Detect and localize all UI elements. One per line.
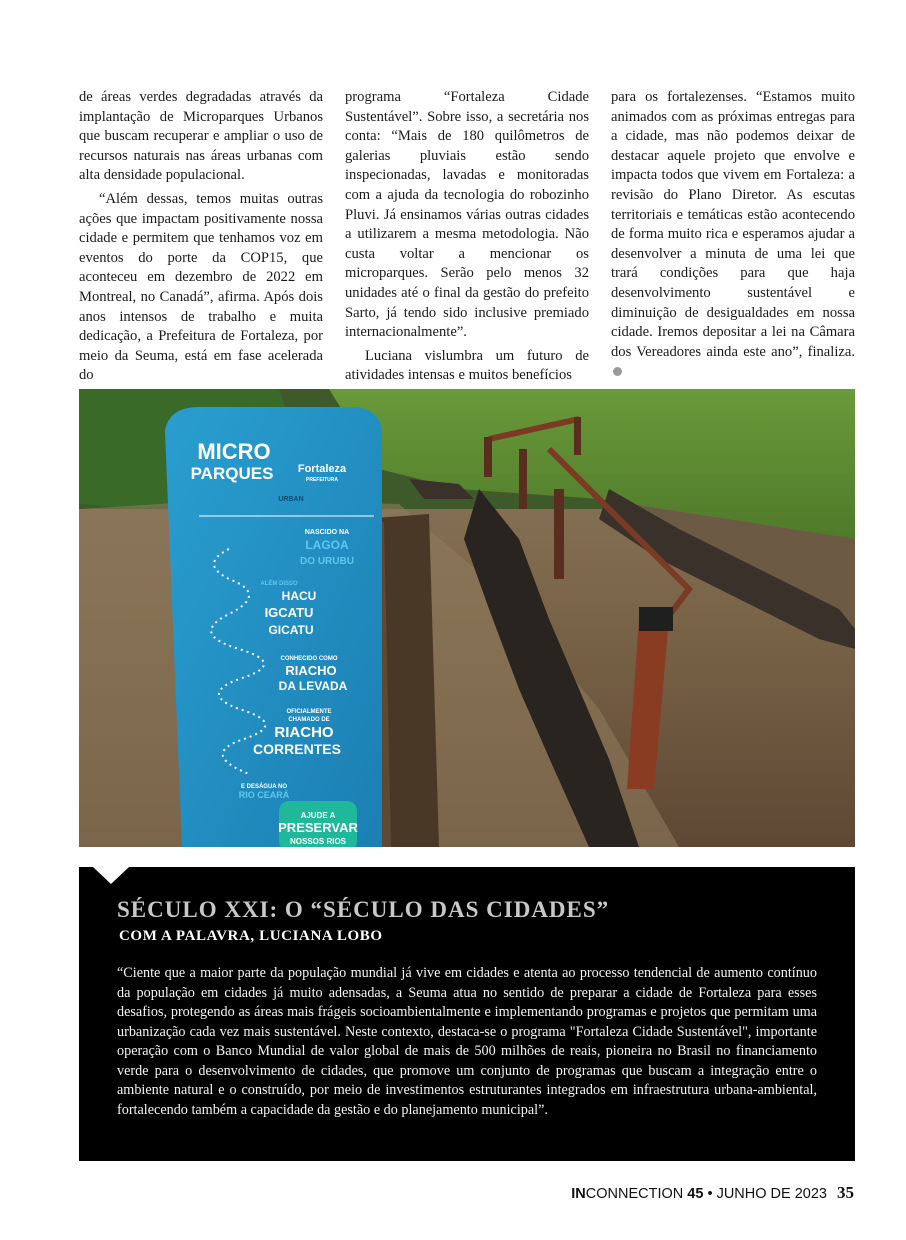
sign-official1: RIACHO <box>274 724 334 741</box>
sign-also-named: ALÉM DISSO <box>260 581 298 587</box>
sign-mouth-place: RIO CEARÁ <box>238 790 290 800</box>
handrail-tape <box>639 607 673 631</box>
sign-city: Fortaleza <box>297 463 347 475</box>
column-3-text: para os fortalezenses. “Estamos muito animados com as próximas entregas para a cidade, mas não podemos deixar de destacar aquele projeto que envolve e impacta todos que vivem em Fortaleza: a revisão do Plano Diretor. As escutas territoriais e temáticas estão acontecendo de forma muito rica e esperamos ajudar a desenvolver a minuta de uma lei que trará condições para que haja desenvolvimento sustentável e diminuição de desigualdades em nossa cidade. Iremos depositar a lei na Câmara dos Vereadores ainda este ano”, finaliza. <box>611 89 855 360</box>
box-title: SÉCULO XXI: O “SÉCULO DAS CIDADES” <box>117 897 610 922</box>
sign-born-place2: DO URUBU <box>300 556 354 567</box>
sign-born-place1: LAGOA <box>305 538 349 552</box>
box-subtitle: COM A PALAVRA, LUCIANA LOBO <box>119 928 383 944</box>
quote-box <box>79 867 855 1161</box>
handrail-post-4 <box>554 489 564 579</box>
column-2-paragraph-2: Luciana vislumbra um futuro de atividades intensas e muitos benefícios <box>345 347 589 384</box>
footer-date: JUNHO DE 2023 <box>716 1186 827 1202</box>
handrail-post-1 <box>484 437 492 477</box>
sign-name1: HACU <box>281 589 317 603</box>
photo-illustration <box>79 389 855 847</box>
sign-rivers: NOSSOS RIOS <box>289 837 347 846</box>
sign-brand-line1: MICRO <box>197 439 271 464</box>
sign-official2: CORRENTES <box>253 741 341 757</box>
sign-help: AJUDE A <box>300 811 336 820</box>
sign-partners: URBAN <box>278 496 304 503</box>
sign-name2: IGCATU <box>264 605 314 620</box>
article-columns <box>79 88 855 384</box>
sign-known1: RIACHO <box>285 663 337 678</box>
sign-preserve: PRESERVAR <box>278 820 358 835</box>
column-3 <box>611 88 855 368</box>
sign-official-label1: OFICIALMENTE <box>286 709 332 715</box>
article-end-icon <box>613 367 622 376</box>
sign-city-sub: PREFEITURA <box>306 477 338 483</box>
page-footer <box>571 1183 854 1203</box>
sign-name3: GICATU <box>268 623 314 637</box>
column-1-paragraph-1: de áreas verdes degradadas através da implantação de Microparques Urbanos que buscam recuperar e ampliar o uso de recursos naturais nas áreas urbanas com alta densidade populacional. <box>79 89 323 184</box>
footer-separator: • <box>707 1186 713 1202</box>
sign-mouth-label: E DESÁGUA NO <box>240 784 288 790</box>
microparque-photo <box>79 389 855 847</box>
footer-issue: 45 <box>687 1186 704 1202</box>
box-text: “Ciente que a maior parte da população mundial já vive em cidades e atenta ao processo tendencial de aumento contínuo da população em cidades já muito adensadas, a Seuma atua no sentido de preparar a cidade de Fortaleza para esses desafios, protegendo as áreas mais frágeis socioambientalmente e implementando programas e projetos que permitam uma urbanização cada vez mais sustentável. Neste contexto, destaca-se o programa "Fortaleza Cidade Sustentável", importante operação com o Banco Mundial de valor global de mais de 500 milhões de reais, pioneira no Brasil no financiamento verde para o desenvolvimento de cidades, que promove um conjunto de programas que buscam a integração entre o ambiente natural e o construído, por meio de investimentos estruturantes integrados em infraestrutura urbana-ambiental, fortalecendo também a capacidade da gestão e do planejamento municipal”. <box>117 965 817 1118</box>
sign-known-label: CONHECIDO COMO <box>280 656 338 662</box>
sign-known2: DA LEVADA <box>278 679 348 693</box>
footer-brand-in: IN <box>571 1186 586 1202</box>
column-1 <box>79 88 323 384</box>
page-number: 35 <box>837 1183 854 1202</box>
column-3-paragraph-1 <box>611 88 855 382</box>
handrail-post-3 <box>519 449 527 509</box>
sign-brand-line2: PARQUES <box>190 464 274 483</box>
box-notch <box>93 867 129 884</box>
handrail-post-2 <box>574 417 581 455</box>
sign-official-label2: CHAMADO DE <box>288 717 330 723</box>
column-2-paragraph-1: programa “Fortaleza Cidade Sustentável”. Sobre isso, a secretária nos conta: “Mais de 180 quilômetros de galerias pluviais estão sendo inspecionadas, lavadas e monitoradas com a ajuda da tecnologia do robozinho Pluvi. Já ensinamos várias outras cidades a utilizarem a mesma metodologia. Não custa voltar a mencionar os microparques. Serão pelo menos 32 unidades até o final da gestão do prefeito Sarto, já tendo sido inclusive premiado internacionalmente”. <box>345 89 589 341</box>
footer-brand-rest: CONNECTION <box>585 1186 684 1202</box>
column-1-paragraph-2: “Além dessas, temos muitas outras ações que impactam positivamente nossa cidade e permitem que tenhamos voz em eventos do porte da COP15, que aconteceu em dezembro de 2022 em Montreal, no Canadá”, afirma. Após dois anos intensos de trabalho e muita dedicação, a Prefeitura de Fortaleza, por meio da Seuma, está em fase acelerada do <box>79 190 323 384</box>
sign-born-label: NASCIDO NA <box>304 529 350 536</box>
column-2 <box>345 88 589 384</box>
